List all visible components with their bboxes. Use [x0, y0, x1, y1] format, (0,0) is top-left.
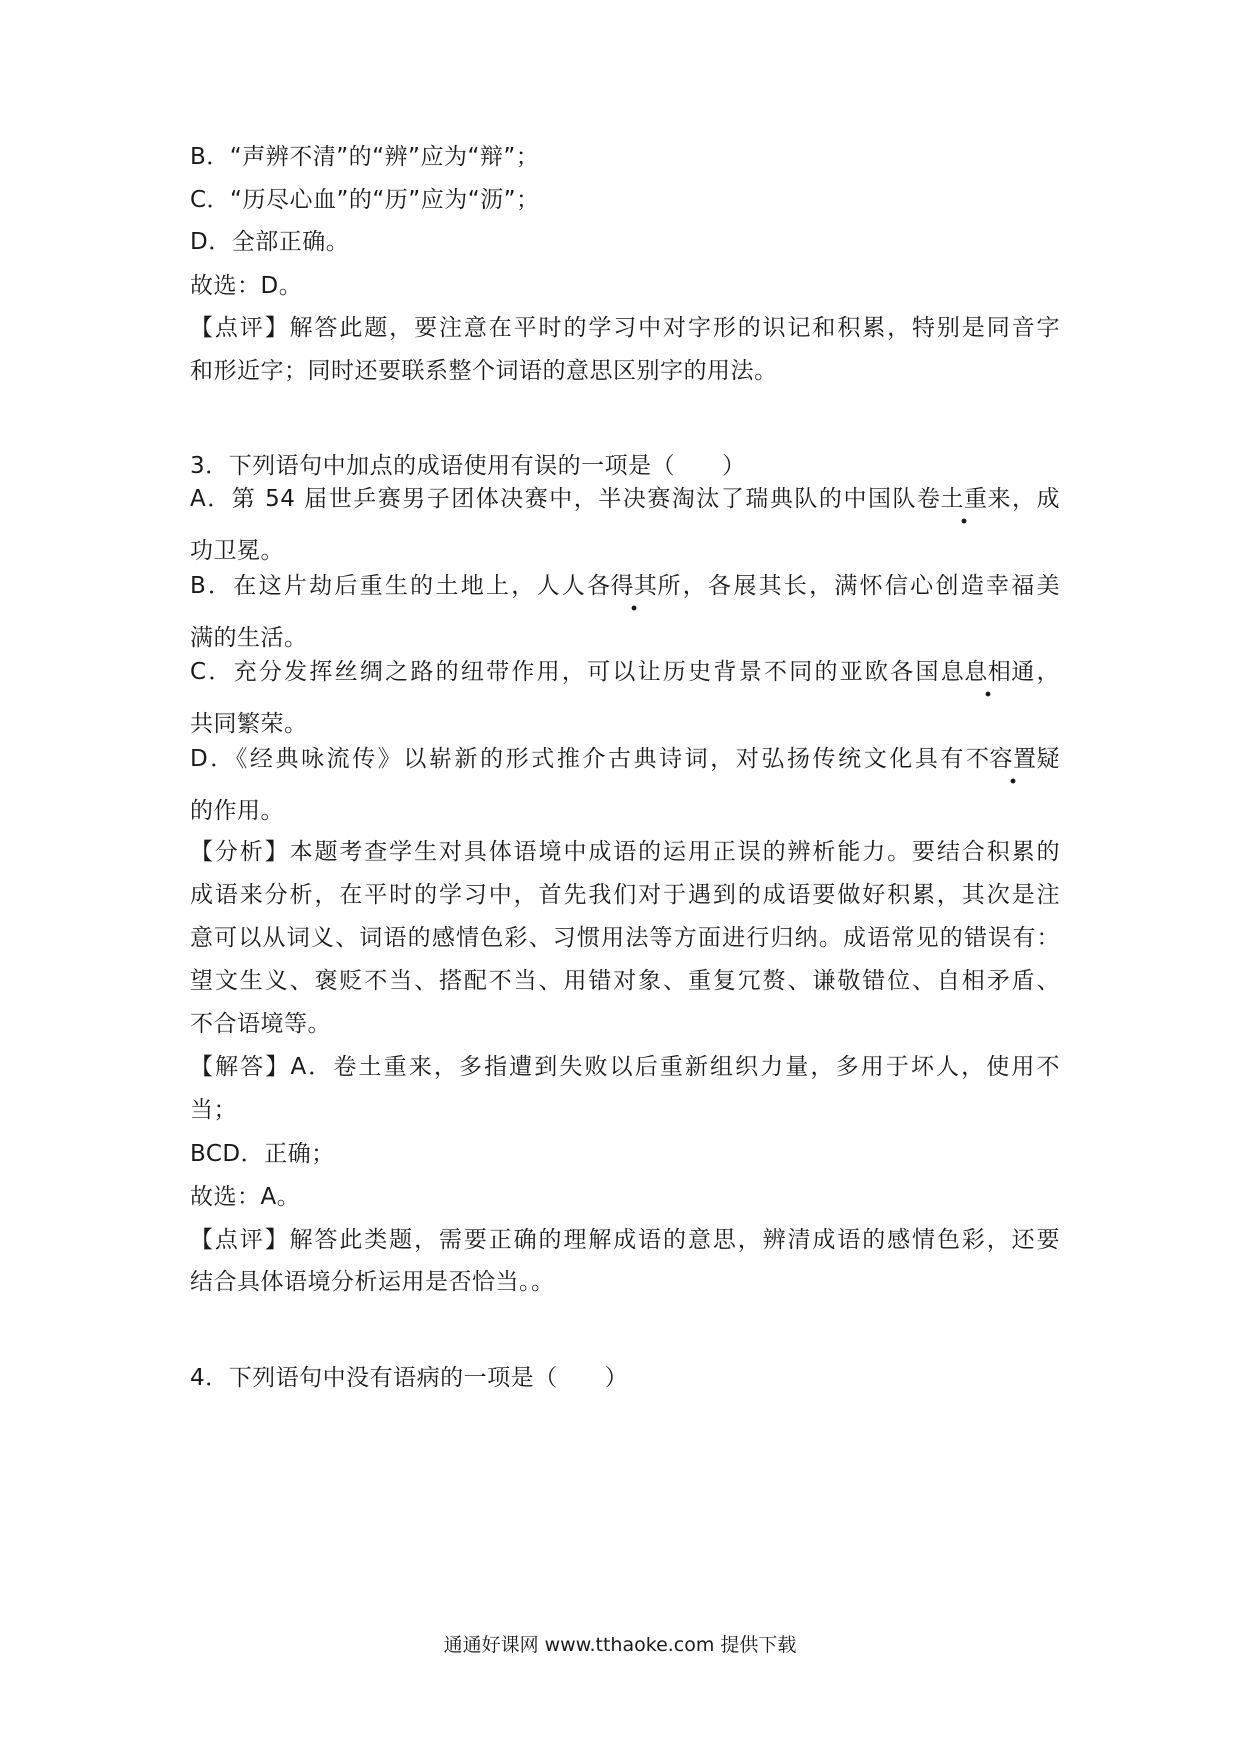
q2-option-c: C．“历尽心血”的“历”应为“沥”； [190, 187, 540, 213]
q3-option-c-tail: ， [1034, 659, 1061, 685]
q3-answer-line2: 当； [190, 1097, 237, 1123]
q3-analysis-line4: 望文生义、褒贬不当、搭配不当、用错对象、重复冗赘、谦敬错位、自相矛盾、 [190, 968, 1060, 994]
q3-option-c-idiom: 息息相通 [941, 656, 1035, 698]
q3-analysis-line5: 不合语境等。 [190, 1011, 331, 1037]
q3-analysis-line1: 【分析】本题考查学生对具体语境中成语的运用正误的辨析能力。要结合积累的 [190, 839, 1060, 865]
q3-stem: 3．下列语句中加点的成语使用有误的一项是（ ） [190, 453, 746, 479]
q3-option-a-idiom: 卷土重来 [917, 483, 1011, 525]
q3-option-c-line1 [190, 656, 1060, 688]
q3-option-a-tail: ，成 [1010, 486, 1061, 512]
q2-option-b: B．“声辨不清”的“辨”应为“辩”； [190, 144, 540, 170]
q3-option-c-text: C．充分发挥丝绸之路的纽带作用，可以让历史背景不同的亚欧各国 [190, 659, 941, 685]
q3-answer-line1: 【解答】A．卷土重来，多指遭到失败以后重新组织力量，多用于坏人，使用不 [190, 1054, 1060, 1080]
q3-option-a-line2: 功卫冕。 [190, 538, 284, 564]
q3-option-d-line1 [190, 743, 1060, 775]
q3-option-c-line2: 共同繁荣。 [190, 711, 308, 737]
q4-stem: 4．下列语句中没有语病的一项是（ ） [190, 1365, 629, 1391]
q3-option-a-line1 [190, 483, 1060, 515]
q3-option-b-line1 [190, 570, 1060, 602]
q3-comment-line2: 结合具体语境分析运用是否恰当。。 [190, 1269, 555, 1295]
q2-choice: 故选：D。 [190, 273, 303, 299]
q3-option-a-text: A．第 54 届世乒赛男子团体决赛中，半决赛淘汰了瑞典队的中国队 [190, 486, 917, 512]
q2-comment-line2: 和形近字；同时还要联系整个词语的意思区别字的用法。 [190, 358, 778, 384]
q3-analysis-line3: 意可以从词义、词语的感情色彩、习惯用法等方面进行归纳。成语常见的错误有： [190, 925, 1060, 951]
q3-option-b-idiom: 各得其所 [587, 570, 681, 612]
q3-option-b-text: B．在这片劫后重生的土地上，人人 [190, 573, 588, 599]
q3-answer-line3: BCD．正确； [190, 1141, 335, 1167]
q2-option-d: D．全部正确。 [190, 229, 350, 255]
q3-option-d-line2: 的作用。 [190, 798, 284, 824]
q3-comment-line1: 【点评】解答此类题，需要正确的理解成语的意思，辨清成语的感情色彩，还要 [190, 1227, 1060, 1253]
q3-option-b-tail: ，各展其长，满怀信心创造幸福美 [681, 573, 1061, 599]
q3-analysis-line2: 成语来分析，在平时的学习中，首先我们对于遇到的成语要做好积累，其次是注 [190, 882, 1060, 908]
q3-choice: 故选：A。 [190, 1184, 301, 1210]
q3-option-d-text: D．《经典咏流传》以崭新的形式推介古典诗词，对弘扬传统文化具有 [190, 746, 966, 772]
q2-comment-line1: 【点评】解答此题，要注意在平时的学习中对字形的识记和积累，特别是同音字 [190, 315, 1060, 341]
page-footer: 通通好课网 www.tthaoke.com 提供下载 [443, 1634, 797, 1656]
q3-option-d-idiom: 不容置疑 [966, 743, 1060, 785]
q3-option-b-line2: 满的生活。 [190, 625, 308, 651]
